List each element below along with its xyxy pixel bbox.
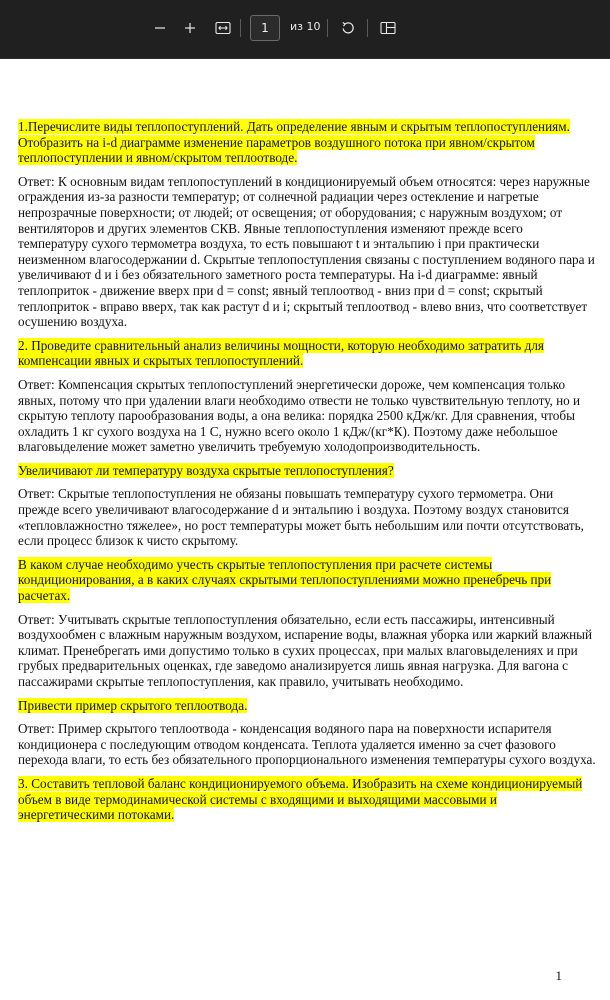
toolbar-divider — [240, 19, 241, 37]
answer-3: Ответ: Скрытые теплопоступления не обязаны повышать температуру сухого термометра. Они прежде всего увеличивают влагосодержание d и энтальпию i воздуха. Поэтому воздух становится «тепловлажностно тяжелее», но рост температуры может быть небольшим или почти отсутствовать, если процесс близок к чисто скрытому. — [18, 486, 584, 549]
toolbar-divider — [327, 19, 328, 37]
total-pages-label: из 10 — [290, 20, 321, 33]
pdf-toolbar — [0, 0, 610, 59]
answer-5: Ответ: Пример скрытого теплоотвода - конденсация водяного пара на поверхности испарителя кондиционера с последующим отводом конденсата. Теплота удаляется именно за счет фазового перехода влаги, то есть без обязательного пропорционального изменения температуры сухого воздуха. — [18, 721, 596, 768]
answer-2: Ответ: Компенсация скрытых теплопоступлений энергетически дороже, чем компенсация только явных, потому что при удалении влаги необходимо отвести не только чувствительную теплоту, но и скрытую теплоту парообразования воды, а она велика: порядка 2500 кДж/кг. Для сравнения, чтобы охладить 1 кг сухого воздуха на 1 С, нужно всего около 1 кДж/(кг*К). Поэтому даже небольшое влаговыделение может заметно увеличить требуемую холодопроизводительность. — [18, 376, 581, 455]
fit-width-icon — [215, 21, 231, 35]
question-4 — [18, 557, 596, 604]
rotate-button[interactable] — [334, 14, 362, 42]
plus-icon — [184, 22, 196, 34]
question-5 — [18, 698, 596, 714]
fit-width-button[interactable] — [209, 14, 237, 42]
question-highlight: Привести пример скрытого теплоотвода. — [18, 697, 248, 713]
minus-icon — [154, 22, 166, 34]
question-3 — [18, 463, 596, 479]
page-view-icon — [380, 21, 396, 35]
question-1 — [18, 119, 596, 166]
page-number: 1 — [555, 968, 562, 983]
question-highlight: 1.Перечислите виды теплопоступлений. Дать определение явным и скрытым теплопоступлениям. Отобразить на i-d диаграмме изменение параметров воздушного потока при явном/скрытом теплопоступлении и явном/скрытом теплоотводе. — [18, 119, 570, 166]
page-view-button[interactable] — [374, 14, 402, 42]
page-number-input[interactable] — [250, 15, 280, 41]
toolbar-divider — [367, 19, 368, 37]
question-highlight: 3. Составить тепловой баланс кондиционируемого объема. Изобразить на схеме кондиционируемый объем в виде термодинамической системы с входящими и выходящими массовыми и энергетическими потоками. — [18, 775, 583, 823]
question-6 — [18, 776, 596, 823]
question-highlight: Увеличивают ли температуру воздуха скрытые теплопоступления? — [18, 462, 394, 478]
document-page — [0, 59, 610, 1000]
answer-1: Ответ: К основным видам теплопоступлений в кондиционируемый объем относятся: через наружные ограждения из-за разности температур; от солнечной радиации через остекление и нагретые непрозрачные поверхности; от людей; от освещения; от оборудования; с наружным воздухом; от вентиляторов и других элементов СКВ. Явные теплопоступления изменяют прежде всего температуру сухого термометра воздуха, то есть повышают t и энтальпию i при практически неизменном влагосодержании d. Скрытые теплопоступления связаны с поступлением водяного пара и увеличивают d и i без обязательного заметного роста температуры. На i-d диаграмме: явный теплоприток - движение вверх при d = const; явный теплоотвод - вниз при d = const; скрытый теплоприток - вправо вверх, так как растут d и i; скрытый теплоотвод - влево вниз, что соответствует осушению воздуха. — [18, 173, 595, 330]
zoom-out-button[interactable] — [146, 14, 174, 42]
answer-4: Ответ: Учитывать скрытые теплопоступления обязательно, если есть пассажиры, интенсивный воздухообмен с влажным наружным воздухом, испарение воды, влажная уборка или жаркий влажный климат. Пренебрегать ими допустимо только в сухих процессах, при малых влаговыделениях и при грубых предварительных оценках, где заведомо анализируется лишь явная нагрузка. Для вагона с пассажирами скрытые теплопоступления, как правило, учитывать необходимо. — [18, 611, 593, 689]
rotate-icon — [340, 20, 356, 36]
question-highlight: В каком случае необходимо учесть скрытые теплопоступления при расчете системы кондиционирования, а в каких случаях скрытыми теплопоступлениями можно пренебречь при расчетах. — [18, 556, 552, 604]
question-highlight: 2. Проведите сравнительный анализ величины мощности, которую необходимо затратить для компенсации явных и скрытых теплопоступлений. — [18, 337, 544, 369]
question-2 — [18, 338, 596, 369]
zoom-in-button[interactable] — [176, 14, 204, 42]
document-content — [18, 119, 596, 831]
